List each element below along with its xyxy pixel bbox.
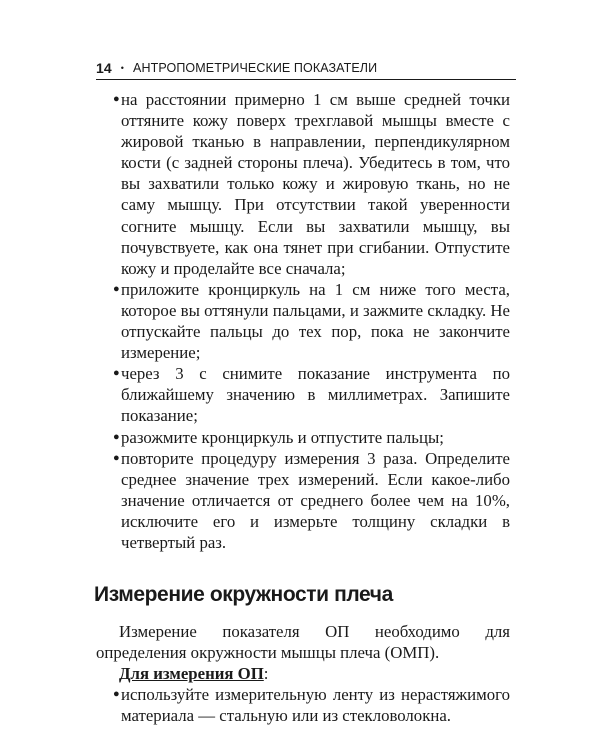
header-separator: • — [120, 63, 125, 73]
bullet-icon: ● — [113, 688, 120, 701]
page-body — [96, 89, 510, 727]
subheading-colon: : — [263, 664, 269, 684]
bullet-icon: ● — [113, 282, 120, 295]
list-item — [96, 89, 510, 279]
list-item — [96, 448, 510, 553]
running-header — [96, 58, 516, 78]
list-item — [96, 684, 510, 726]
tape-instructions-list — [96, 684, 510, 726]
section-title: Измерение окружности плеча — [94, 583, 393, 607]
running-title: АНТРОПОМЕТРИЧЕСКИЕ ПОКАЗАТЕЛИ — [133, 61, 378, 75]
page-number: 14 — [96, 60, 112, 76]
list-item-text: разожмите кронциркуль и отпустите пальцы; — [121, 427, 444, 447]
list-item-text: приложите кронциркуль на 1 см ниже того места, которое вы оттянули пальцами, и зажмите складку. Не отпускайте пальцы до тех пор, пока не закончите измерение; — [121, 279, 510, 363]
bullet-icon: ● — [113, 430, 120, 443]
list-item-text: повторите процедуру измерения 3 раза. Определите среднее значение трех измерений. Если какое-либо значение отличается от среднего более чем на 10%, исключите его и измерьте толщину складки в четвертый раз. — [121, 448, 510, 552]
list-item — [96, 363, 510, 426]
bullet-icon: ● — [113, 93, 120, 105]
section-paragraph: Измерение показателя ОП необходимо для определения окружности мышцы плеча (ОМП). — [96, 622, 510, 663]
list-item-text: используйте измерительную ленту из нерастяжимого материала — стальную или из стекловолокна. — [121, 685, 510, 726]
list-item-text: на расстоянии примерно 1 см выше средней точки оттяните кожу поверх трехглавой мышцы вместе с жировой тканью в направлении, перпендикулярном кости (с задней стороны плеча). Убедитесь в том, что вы захватили только кожу и жировую ткань, но не саму мышцу. При отсутствии такой уверенности согните мышцу. Если вы захватили мышцу, вы почувствуете, как она тянет при сгибании. Отпустите кожу и проделайте все сначала; — [121, 90, 510, 278]
bullet-icon: ● — [113, 451, 120, 464]
bullet-icon: ● — [113, 367, 120, 380]
list-item — [96, 279, 510, 363]
subheading — [119, 663, 510, 684]
subheading-text: Для измерения ОП — [119, 664, 264, 684]
list-item-text: через 3 с снимите показание инструмента по ближайшему значению в миллиметрах. Запишите показание; — [121, 364, 510, 426]
header-rule — [96, 79, 516, 80]
measurement-steps-list — [96, 89, 510, 553]
list-item — [96, 427, 510, 448]
